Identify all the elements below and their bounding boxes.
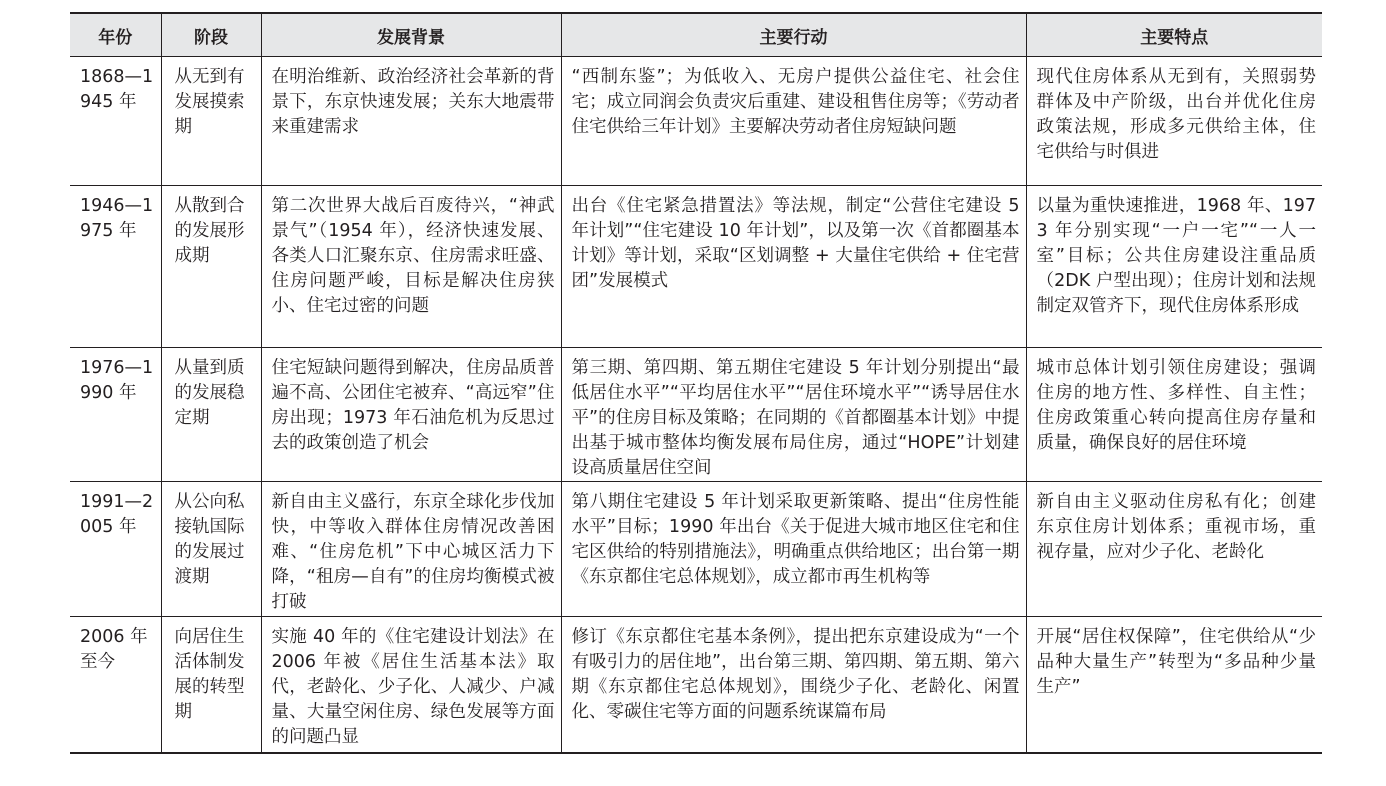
background-cell: 实施 40 年的《住宅建设计划法》在 2006 年被《居住生活基本法》取代，老龄化、少子化、人减少、户减量、大量空闲住房、绿色发展等方面的问题凸显 — [261, 617, 561, 753]
table-row — [70, 348, 1322, 482]
stage-cell: 从无到有发展摸索期 — [161, 57, 261, 186]
actions-cell: 出台《住宅紧急措置法》等法规，制定“公营住宅建设 5 年计划”“住宅建设 10 年计划”，以及第一次《首都圈基本计划》等计划，采取“区划调整 + 大量住宅供给 + 住宅营团”发展模式 — [561, 186, 1026, 348]
stage-cell: 从量到质的发展稳定期 — [161, 348, 261, 482]
features-cell: 城市总体计划引领住房建设；强调住房的地方性、多样性、自主性；住房政策重心转向提高住房存量和质量，确保良好的居住环境 — [1026, 348, 1322, 482]
table-header-row — [70, 13, 1322, 57]
table-row — [70, 57, 1322, 186]
stage-cell: 向居住生活体制发展的转型期 — [161, 617, 261, 753]
year-cell: 1946—1975 年 — [70, 186, 161, 348]
header-actions: 主要行动 — [561, 13, 1026, 57]
stage-cell: 从公向私接轨国际的发展过渡期 — [161, 482, 261, 617]
actions-cell: 修订《东京都住宅基本条例》，提出把东京建设成为“一个有吸引力的居住地”，出台第三期、第四期、第五期、第六期《东京都住宅总体规划》，围绕少子化、老龄化、闲置化、零碳住宅等方面的问题系统谋篇布局 — [561, 617, 1026, 753]
background-cell: 住宅短缺问题得到解决，住房品质普遍不高、公团住宅被弃、“高远窄”住房出现；1973 年石油危机为反思过去的政策创造了机会 — [261, 348, 561, 482]
header-stage: 阶段 — [161, 13, 261, 57]
development-stages-table — [70, 12, 1322, 754]
header-year: 年份 — [70, 13, 161, 57]
stage-cell: 从散到合的发展形成期 — [161, 186, 261, 348]
actions-cell: 第三期、第四期、第五期住宅建设 5 年计划分别提出“最低居住水平”“平均居住水平”“居住环境水平”“诱导居住水平”的住房目标及策略；在同期的《首都圈基本计划》中提出基于城市整体均衡发展布局住房，通过“HOPE”计划建设高质量居住空间 — [561, 348, 1026, 482]
year-cell: 1976—1990 年 — [70, 348, 161, 482]
features-cell: 以量为重快速推进，1968 年、1973 年分别实现“一户一宅”“一人一室”目标；公共住房建设注重品质（2DK 户型出现）；住房计划和法规制定双管齐下，现代住房体系形成 — [1026, 186, 1322, 348]
year-cell: 1991—2005 年 — [70, 482, 161, 617]
background-cell: 第二次世界大战后百废待兴，“神武景气”（1954 年），经济快速发展、各类人口汇聚东京、住房需求旺盛、住房问题严峻，目标是解决住房狭小、住宅过密的问题 — [261, 186, 561, 348]
background-cell: 在明治维新、政治经济社会革新的背景下，东京快速发展；关东大地震带来重建需求 — [261, 57, 561, 186]
features-cell: 现代住房体系从无到有，关照弱势群体及中产阶级，出台并优化住房政策法规，形成多元供给主体，住宅供给与时俱进 — [1026, 57, 1322, 186]
actions-cell: “西制东鉴”；为低收入、无房户提供公益住宅、社会住宅；成立同润会负责灾后重建、建设租售住房等；《劳动者住宅供给三年计划》主要解决劳动者住房短缺问题 — [561, 57, 1026, 186]
actions-cell: 第八期住宅建设 5 年计划采取更新策略、提出“住房性能水平”目标；1990 年出台《关于促进大城市地区住宅和住宅区供给的特别措施法》，明确重点供给地区；出台第一期《东京都住宅总体规划》，成立都市再生机构等 — [561, 482, 1026, 617]
background-cell: 新自由主义盛行，东京全球化步伐加快，中等收入群体住房情况改善困难、“住房危机”下中心城区活力下降，“租房—自有”的住房均衡模式被打破 — [261, 482, 561, 617]
features-cell: 开展“居住权保障”，住宅供给从“少品种大量生产”转型为“多品种少量生产” — [1026, 617, 1322, 753]
table-row — [70, 186, 1322, 348]
header-background: 发展背景 — [261, 13, 561, 57]
table-row — [70, 482, 1322, 617]
header-features: 主要特点 — [1026, 13, 1322, 57]
year-cell: 2006 年至今 — [80, 627, 148, 672]
table-row — [70, 617, 1322, 753]
features-cell: 新自由主义驱动住房私有化；创建东京住房计划体系；重视市场，重视存量，应对少子化、老龄化 — [1026, 482, 1322, 617]
year-cell: 1868—1945 年 — [70, 57, 161, 186]
